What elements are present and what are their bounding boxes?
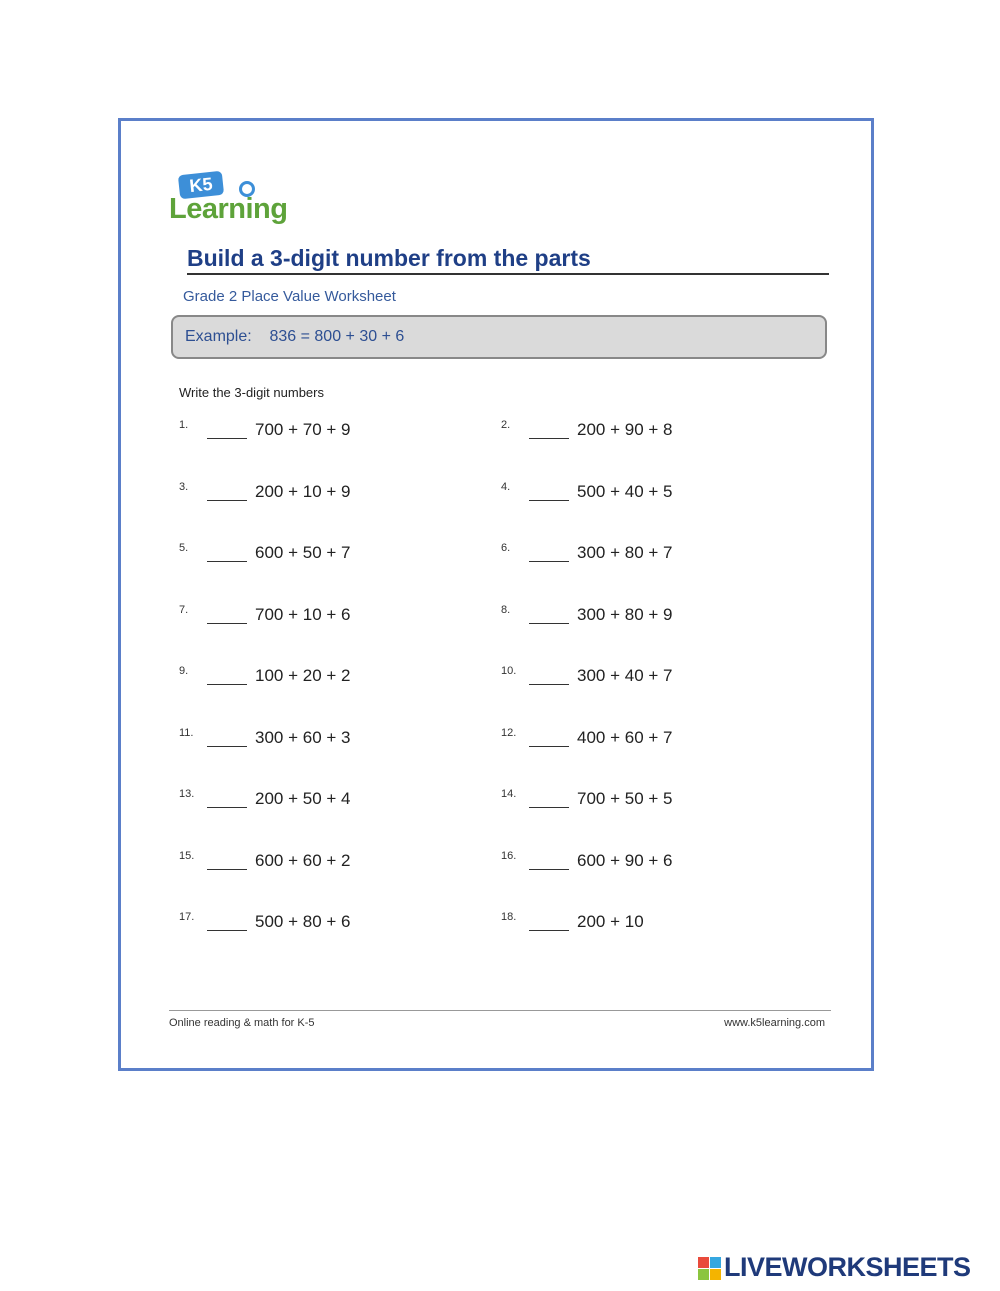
answer-blank[interactable]: [529, 930, 569, 931]
answer-blank[interactable]: [207, 561, 247, 562]
problem-number: 5.: [179, 542, 189, 554]
problem-number: 13.: [179, 788, 195, 800]
answer-blank[interactable]: [207, 807, 247, 808]
worksheet-title: Build a 3-digit number from the parts: [187, 245, 829, 275]
worksheet-page: [118, 118, 874, 1071]
problem-number: 17.: [179, 911, 195, 923]
problem-expression: 200 + 50 + 4: [255, 789, 351, 808]
problem-expression: 400 + 60 + 7: [577, 727, 673, 747]
problem-number: 9.: [179, 665, 189, 677]
instruction-text: Write the 3-digit numbers: [179, 385, 324, 400]
problem-expression: 300 + 60 + 3: [255, 727, 351, 747]
footer-tagline: Online reading & math for K-5: [169, 1017, 315, 1029]
problem-number: 6.: [501, 542, 511, 554]
problem-expression: 700 + 10 + 6: [255, 604, 351, 624]
footer-divider: [169, 1010, 831, 1011]
problem-expression: 500 + 40 + 5: [577, 481, 673, 501]
problem-number: 3.: [179, 480, 189, 493]
problem-expression: 300 + 40 + 7: [577, 666, 673, 685]
footer-website: www.k5learning.com: [724, 1017, 825, 1029]
problem-expression: 600 + 90 + 6: [577, 850, 673, 870]
k5-learning-logo: [169, 169, 309, 229]
logo-word: Learning: [169, 193, 288, 225]
problem-number: 14.: [501, 788, 517, 800]
problem-expression: 700 + 50 + 5: [577, 789, 673, 808]
liveworksheets-logo-icon: [698, 1257, 722, 1281]
problem-number: 12.: [501, 726, 517, 739]
answer-blank[interactable]: [529, 807, 569, 808]
answer-blank[interactable]: [529, 500, 569, 501]
problem-expression: 200 + 90 + 8: [577, 420, 673, 439]
problem-expression: 600 + 50 + 7: [255, 543, 351, 562]
problem-expression: 500 + 80 + 6: [255, 912, 351, 931]
answer-blank[interactable]: [207, 930, 247, 931]
answer-blank[interactable]: [207, 623, 247, 624]
problem-expression: 100 + 20 + 2: [255, 666, 351, 685]
problem-expression: 600 + 60 + 2: [255, 850, 351, 870]
example-box: Example: 836 = 800 + 30 + 6: [171, 315, 827, 359]
answer-blank[interactable]: [529, 869, 569, 870]
problem-number: 1.: [179, 419, 189, 431]
answer-blank[interactable]: [529, 684, 569, 685]
answer-blank[interactable]: [207, 869, 247, 870]
answer-blank[interactable]: [529, 623, 569, 624]
problem-expression: 300 + 80 + 7: [577, 543, 673, 562]
problem-expression: 200 + 10: [577, 912, 644, 931]
problem-number: 4.: [501, 480, 511, 493]
problem-number: 18.: [501, 911, 517, 923]
problem-number: 16.: [501, 849, 517, 862]
problem-number: 11.: [179, 726, 194, 739]
answer-blank[interactable]: [529, 746, 569, 747]
problem-number: 10.: [501, 665, 517, 677]
answer-blank[interactable]: [529, 561, 569, 562]
answer-blank[interactable]: [207, 500, 247, 501]
answer-blank[interactable]: [207, 438, 247, 439]
answer-blank[interactable]: [529, 438, 569, 439]
answer-blank[interactable]: [207, 746, 247, 747]
problem-number: 15.: [179, 849, 195, 862]
problem-expression: 200 + 10 + 9: [255, 481, 351, 501]
problem-expression: 700 + 70 + 9: [255, 420, 351, 439]
answer-blank[interactable]: [207, 684, 247, 685]
problem-number: 2.: [501, 419, 511, 431]
logo-badge: K5: [178, 171, 224, 199]
problem-expression: 300 + 80 + 9: [577, 604, 673, 624]
worksheet-subtitle: Grade 2 Place Value Worksheet: [183, 288, 396, 305]
problem-number: 7.: [179, 603, 189, 616]
liveworksheets-wordmark: LIVEWORKSHEETS: [724, 1252, 971, 1282]
problem-number: 8.: [501, 603, 511, 616]
